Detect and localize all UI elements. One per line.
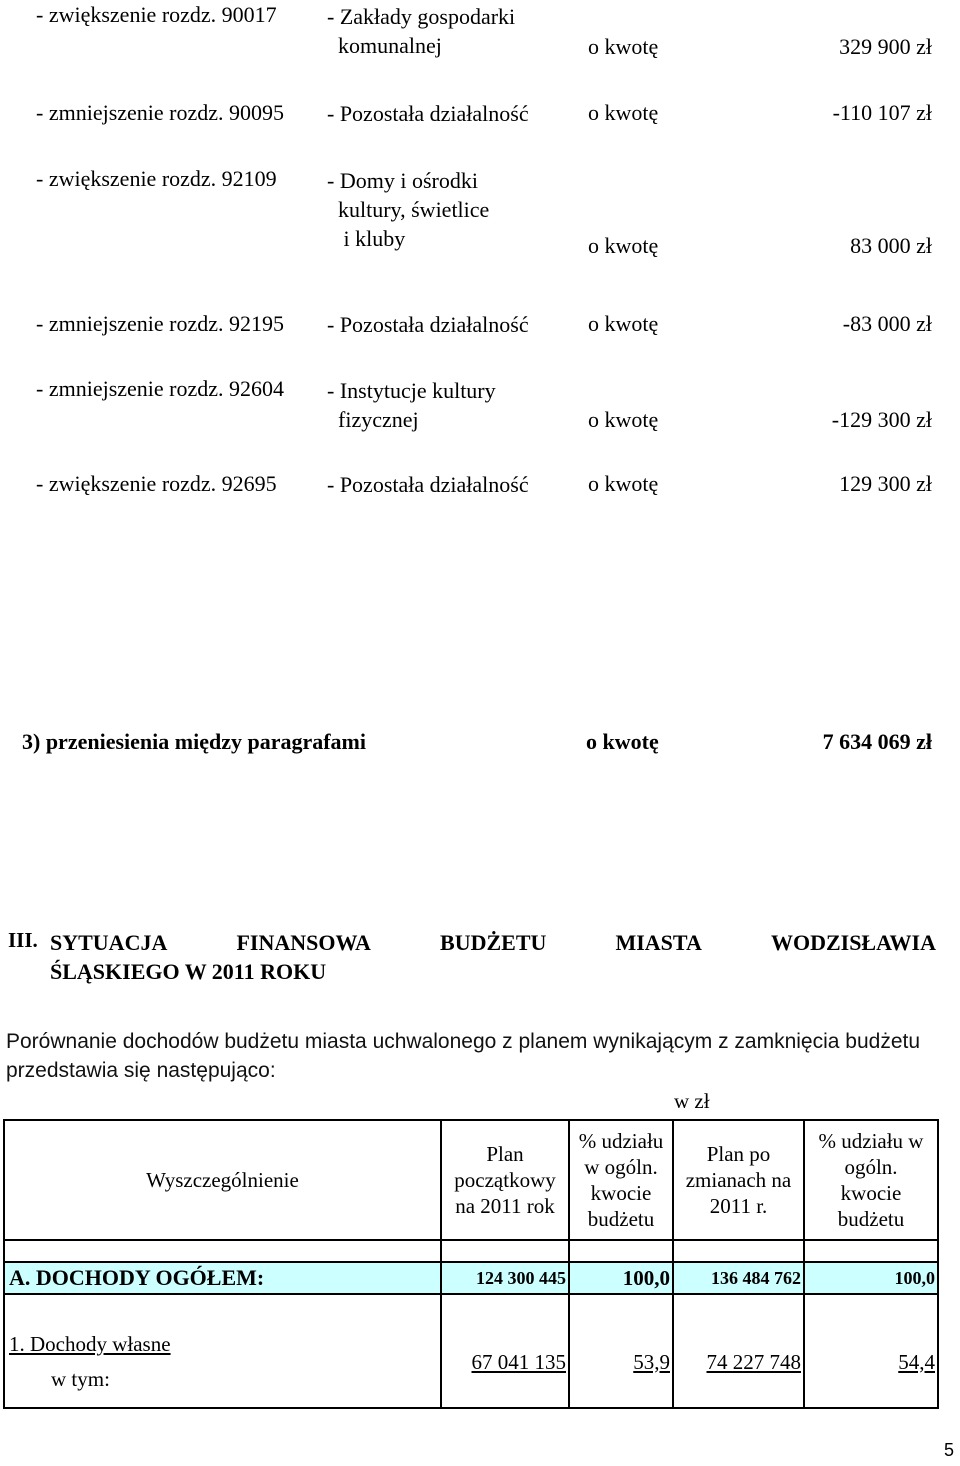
cell-plan-changed: 74 227 748 [673, 1294, 804, 1408]
section-number: III. [8, 928, 38, 952]
budget-income-table [3, 1119, 939, 1409]
change-amount: 129 300 zł [839, 471, 932, 496]
change-row-92695 [0, 471, 960, 561]
header-share-initial: % udziału w ogóln. kwocie budżetu [569, 1120, 673, 1240]
header-plan-changed: Plan po zmianach na 2011 r. [673, 1120, 804, 1240]
change-description: - Pozostała działalność [327, 472, 529, 497]
cell-plan-changed: 136 484 762 [673, 1262, 804, 1294]
change-by-label: o kwotę [588, 100, 659, 125]
unit-label: w zł [674, 1089, 710, 1113]
change-amount: -129 300 zł [831, 407, 932, 432]
intro-paragraph: Porównanie dochodów budżetu miasta uchwalonego z planem wynikającym z zamknięcia budżetu przedstawia się następująco: [6, 1030, 921, 1082]
row-label: A. DOCHODY OGÓŁEM: [4, 1262, 441, 1294]
change-description: - Pozostała działalność [327, 101, 529, 126]
table-spacer-row [4, 1240, 938, 1262]
section-title-line2: ŚLĄSKIEGO W 2011 ROKU [50, 959, 327, 984]
page-number: 5 [943, 1440, 954, 1460]
table-row-own-income [4, 1294, 938, 1408]
row-label: 1. Dochody własne [9, 1332, 171, 1356]
change-operation: - zmniejszenie rozdz. 92604 [36, 376, 285, 401]
change-operation: - zwiększenie rozdz. 92109 [36, 166, 277, 191]
change-description: - Domy i ośrodki kultury, świetlice i kluby [327, 168, 490, 251]
cell-plan-initial: 124 300 445 [441, 1262, 569, 1294]
change-operation: - zmniejszenie rozdz. 90095 [36, 100, 285, 125]
change-operation: - zwiększenie rozdz. 92695 [36, 471, 277, 496]
change-row-90017 [0, 2, 960, 92]
change-by-label: o kwotę [588, 407, 659, 432]
header-item: Wyszczególnienie [4, 1120, 441, 1240]
cell-share-changed: 100,0 [804, 1262, 938, 1294]
change-amount: 83 000 zł [850, 233, 932, 258]
header-share-changed: % udziału w ogóln. kwocie budżetu [804, 1120, 938, 1240]
row-label-cell [4, 1294, 441, 1408]
change-by-label: o kwotę [588, 233, 659, 258]
change-row-92604 [0, 376, 960, 466]
change-amount: -110 107 zł [832, 100, 932, 125]
change-amount: 329 900 zł [839, 34, 932, 59]
table-row-total-income [4, 1262, 938, 1294]
cell-share-changed: 54,4 [804, 1294, 938, 1408]
transfer-label: 3) przeniesienia między paragrafami [22, 729, 366, 754]
change-description: - Pozostała działalność [327, 312, 529, 337]
change-amount: -83 000 zł [842, 311, 932, 336]
cell-share-initial: 100,0 [569, 1262, 673, 1294]
transfer-by-label: o kwotę [586, 729, 659, 754]
row-sublabel: w tym: [51, 1367, 110, 1391]
cell-plan-initial: 67 041 135 [441, 1294, 569, 1408]
change-description: - Instytucje kultury fizycznej [327, 378, 496, 432]
header-plan-initial: Plan początkowy na 2011 rok [441, 1120, 569, 1240]
cell-share-initial: 53,9 [569, 1294, 673, 1408]
change-by-label: o kwotę [588, 34, 659, 59]
change-by-label: o kwotę [588, 311, 659, 336]
change-operation: - zmniejszenie rozdz. 92195 [36, 311, 285, 336]
change-row-92109 [0, 166, 960, 256]
table-header-row [4, 1120, 938, 1240]
transfer-amount: 7 634 069 zł [822, 729, 932, 754]
change-description: - Zakłady gospodarki komunalnej [327, 4, 516, 58]
change-operation: - zwiększenie rozdz. 90017 [36, 2, 277, 27]
section-title-line1: SYTUACJA FINANSOWA BUDŻETU MIASTA WODZISŁAWIA [50, 930, 936, 955]
change-by-label: o kwotę [588, 471, 659, 496]
